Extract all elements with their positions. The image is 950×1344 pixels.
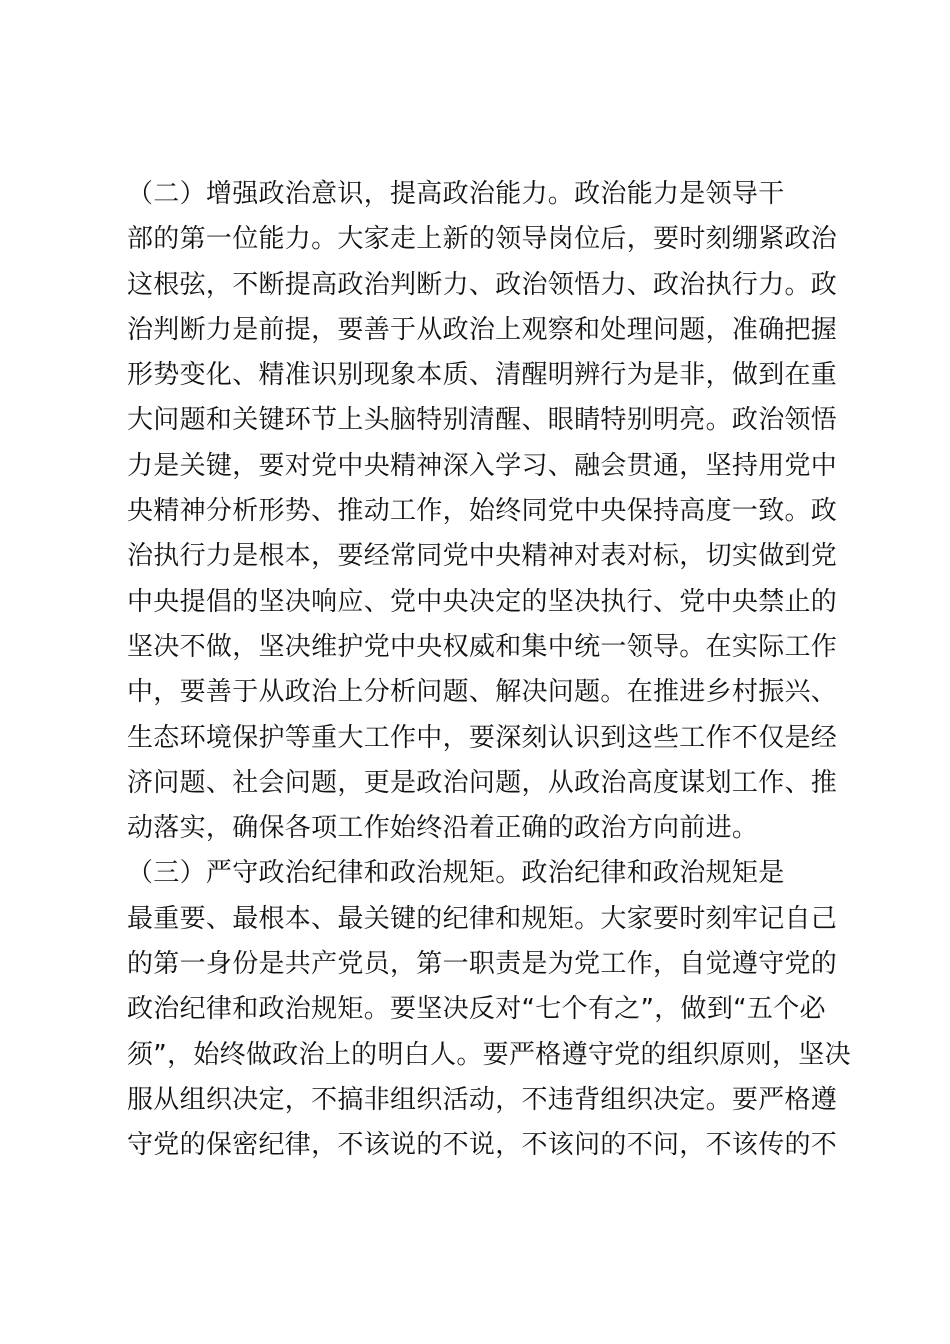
text-line: 最重要、最根本、最关键的纪律和规矩。大家要时刻牢记自己 (127, 903, 838, 934)
text-line: 央精神分析形势、推动工作，始终同党中央保持高度一致。政 (127, 496, 838, 527)
text-line: 政治纪律和政治规矩。要坚决反对“七个有之”，做到“五个必 (127, 994, 826, 1025)
text-line: 中央提倡的坚决响应、党中央决定的坚决执行、党中央禁止的 (127, 586, 838, 617)
text-line: 动落实，确保各项工作始终沿着正确的政治方向前进。 (127, 813, 759, 844)
text-line: 的第一身份是共产党员，第一职责是为党工作，自觉遵守党的 (127, 949, 838, 980)
text-line: 部的第一位能力。大家走上新的领导岗位后，要时刻绷紧政治 (127, 224, 838, 255)
text-line: 形势变化、精准识别现象本质、清醒明辨行为是非，做到在重 (127, 360, 838, 391)
text-line: 这根弦，不断提高政治判断力、政治领悟力、政治执行力。政 (127, 269, 838, 300)
text-line: 治执行力是根本，要经常同党中央精神对表对标，切实做到党 (127, 541, 838, 572)
text-line: 须”，始终做政治上的明白人。要严格遵守党的组织原则，坚决 (127, 1039, 851, 1070)
text-line: 大问题和关键环节上头脑特别清醒、眼睛特别明亮。政治领悟 (127, 405, 838, 436)
body-text (127, 172, 851, 1169)
text-line: 济问题、社会问题，更是政治问题，从政治高度谋划工作、推 (127, 767, 838, 798)
text-line: 力是关键，要对党中央精神深入学习、融会贯通，坚持用党中 (127, 450, 838, 481)
text-line: 中，要善于从政治上分析问题、解决问题。在推进乡村振兴、 (127, 677, 838, 708)
text-line: 坚决不做，坚决维护党中央权威和集中统一领导。在实际工作 (127, 631, 838, 662)
text-line: （三）严守政治纪律和政治规矩。政治纪律和政治规矩是 (127, 858, 785, 889)
text-line: 服从组织决定，不搞非组织活动，不违背组织决定。要严格遵 (127, 1084, 838, 1115)
text-line: 治判断力是前提，要善于从政治上观察和处理问题，准确把握 (127, 314, 838, 345)
text-line: 生态环境保护等重大工作中，要深刻认识到这些工作不仅是经 (127, 722, 838, 753)
text-line: （二）增强政治意识，提高政治能力。政治能力是领导干 (127, 179, 785, 209)
text-line: 守党的保密纪律，不该说的不说，不该问的不问，不该传的不 (127, 1130, 838, 1161)
